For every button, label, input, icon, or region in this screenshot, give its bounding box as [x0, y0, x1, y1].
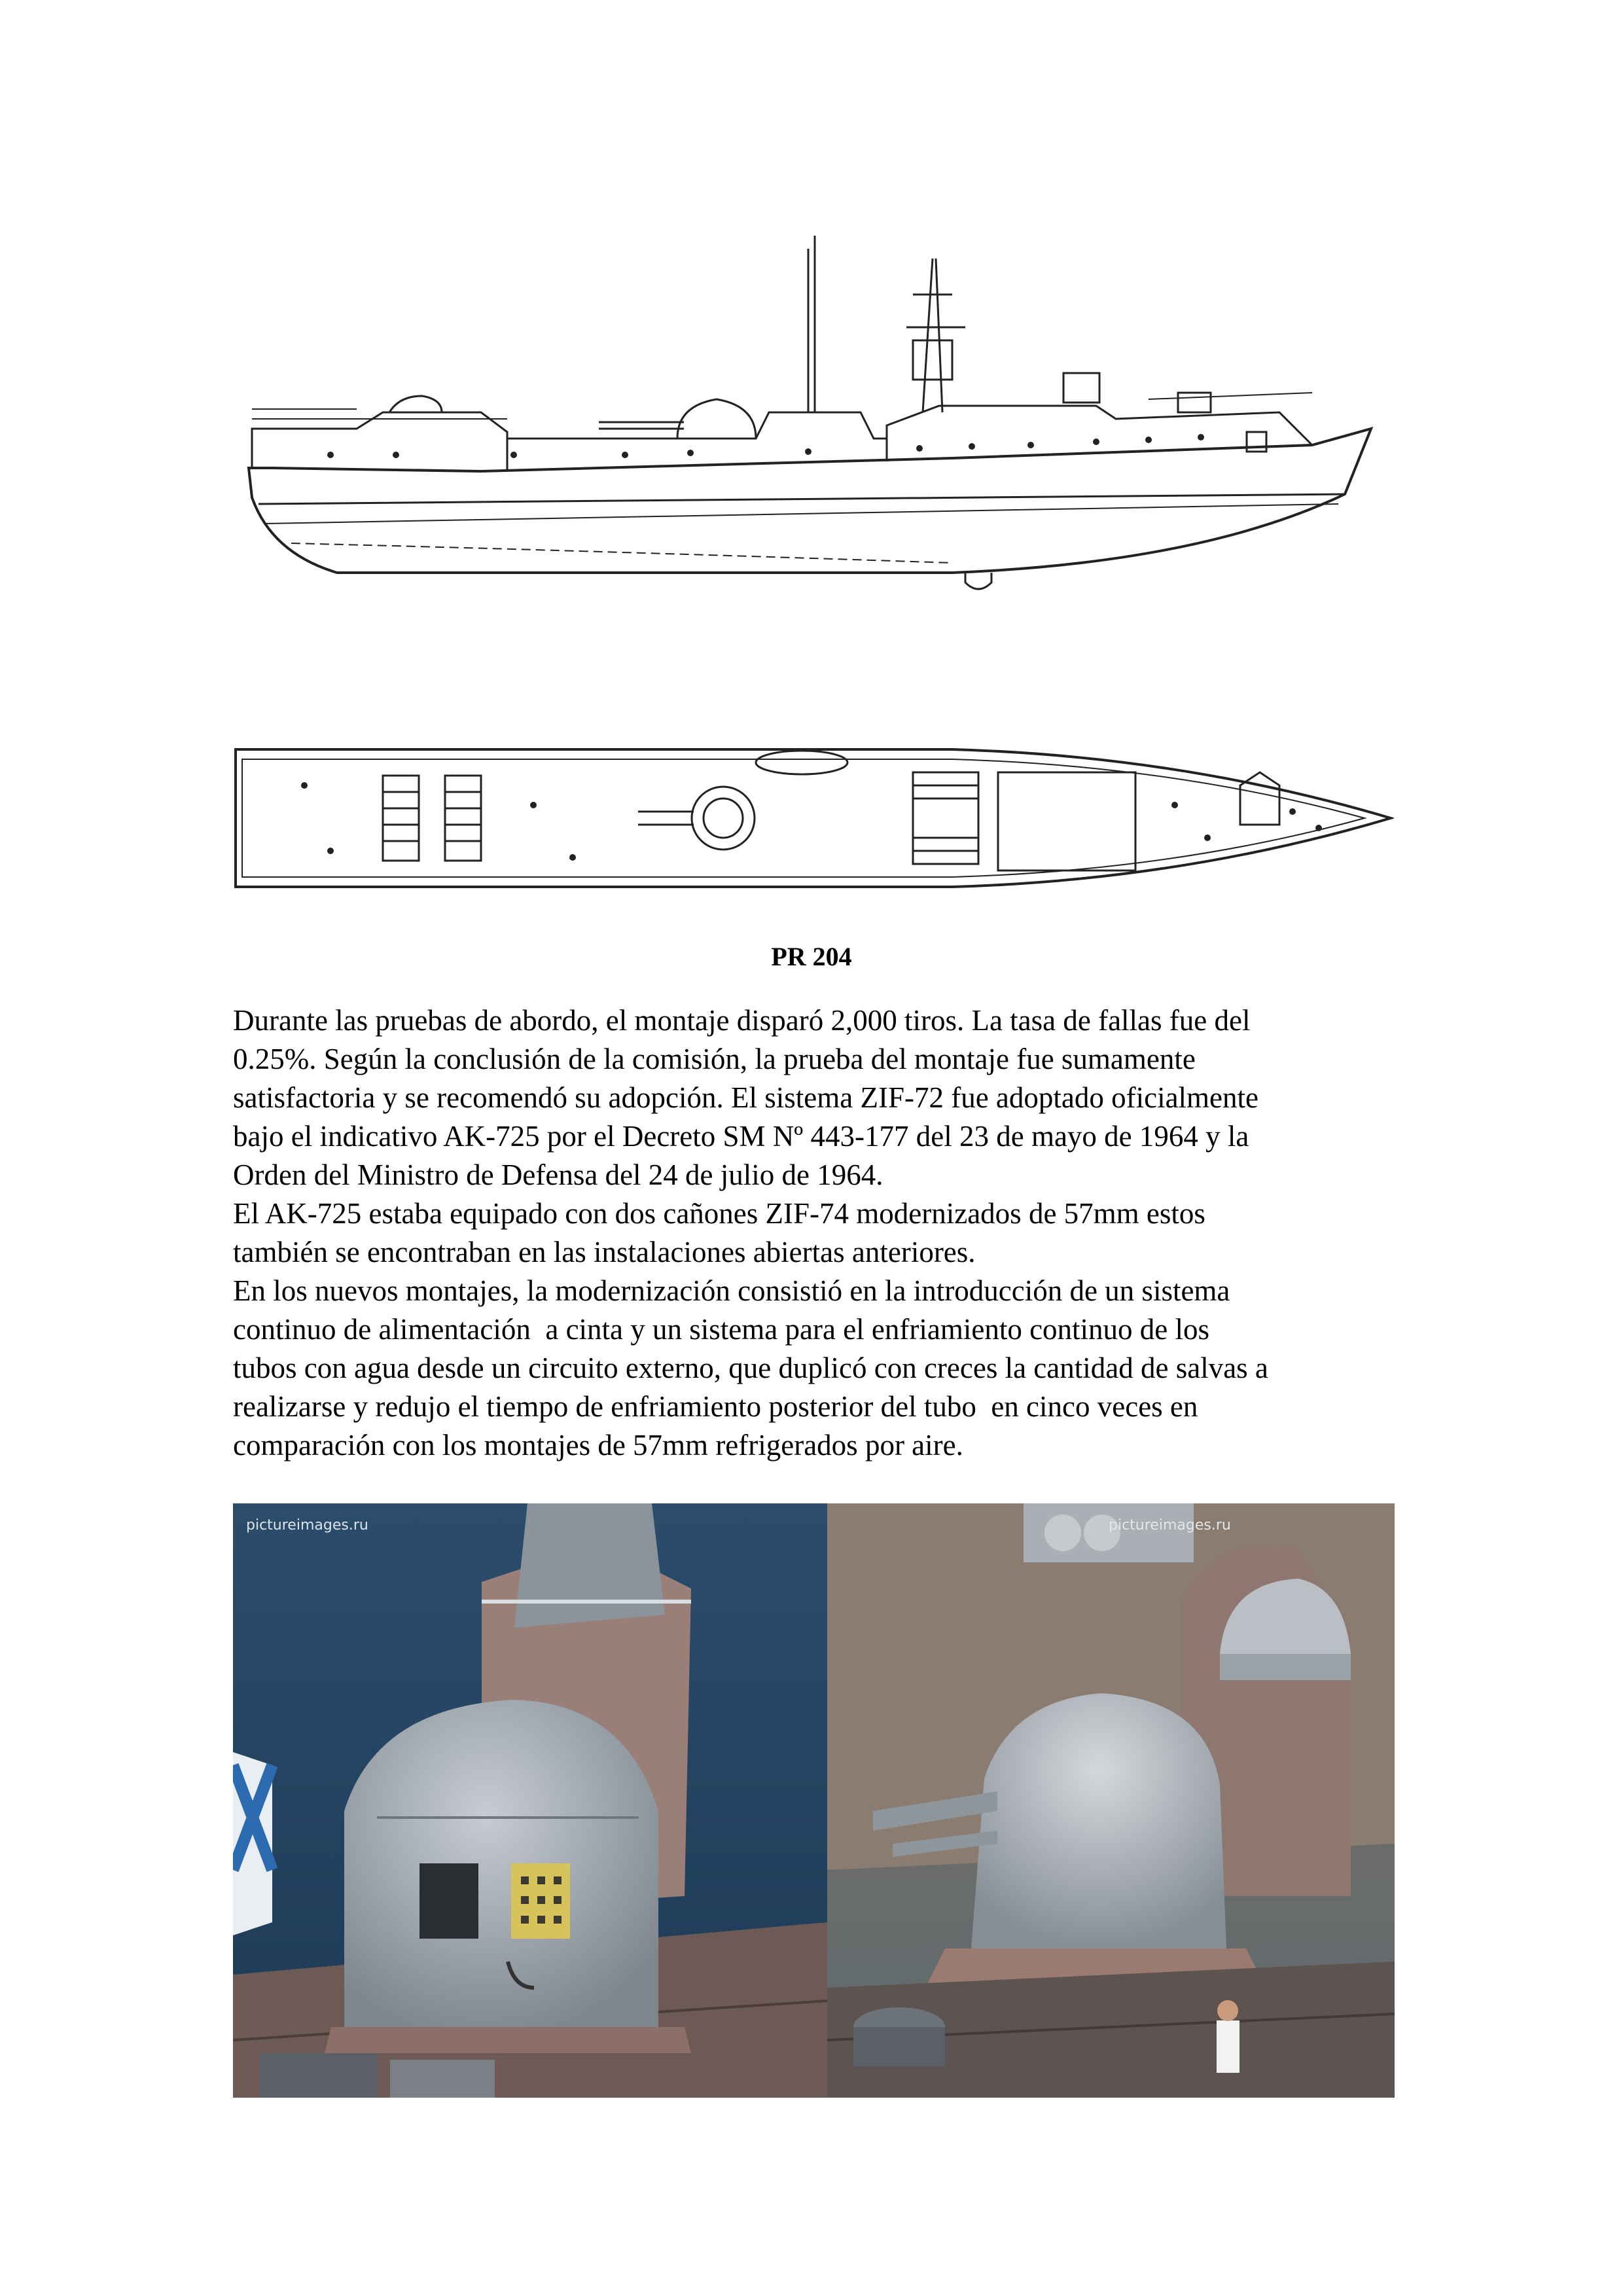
paragraph: En los nuevos montajes, la modernización consistió en la introducción de un sistema continuo de alimentación a cinta y un sistema para el enfriamiento continuo de los tubos con agua desde un circuito externo, que duplicó con creces la cantidad de salvas a realizarse y redujo el tiempo de enfriamiento posterior del tubo en cinco veces en comparación con los montajes de 57mm refrigerados por aire. [233, 1274, 1268, 1462]
watermark-right: pictureimages.ru [1109, 1517, 1231, 1534]
ship-drawing [232, 196, 1394, 942]
deck-plan-drawing [236, 749, 1391, 887]
figure-caption: PR 204 [771, 942, 852, 971]
body-text [233, 1001, 1404, 1465]
turret-photo-left [233, 1503, 827, 2098]
side-profile-drawing [249, 236, 1371, 589]
paragraph: El AK-725 estaba equipado con dos cañones ZIF-74 modernizados de 57mm estos también se encontraban en las instalaciones abiertas anteriores. [233, 1197, 1205, 1268]
paragraph: Durante las pruebas de abordo, el montaje disparó 2,000 tiros. La tasa de fallas fue del 0.25%. Según la conclusión de la comisión, la prueba del montaje fue sumamente satisfactoria y se recomendó su adopción. El sistema ZIF-72 fue adoptado oficialmente bajo el indicativo AK-725 por el Decreto SM Nº 443-177 del 23 de mayo de 1964 y la Orden del Ministro de Defensa del 24 de julio de 1964. [233, 1004, 1259, 1191]
watermark-left: pictureimages.ru [246, 1517, 368, 1534]
turret-photo-right [827, 1503, 1395, 2098]
